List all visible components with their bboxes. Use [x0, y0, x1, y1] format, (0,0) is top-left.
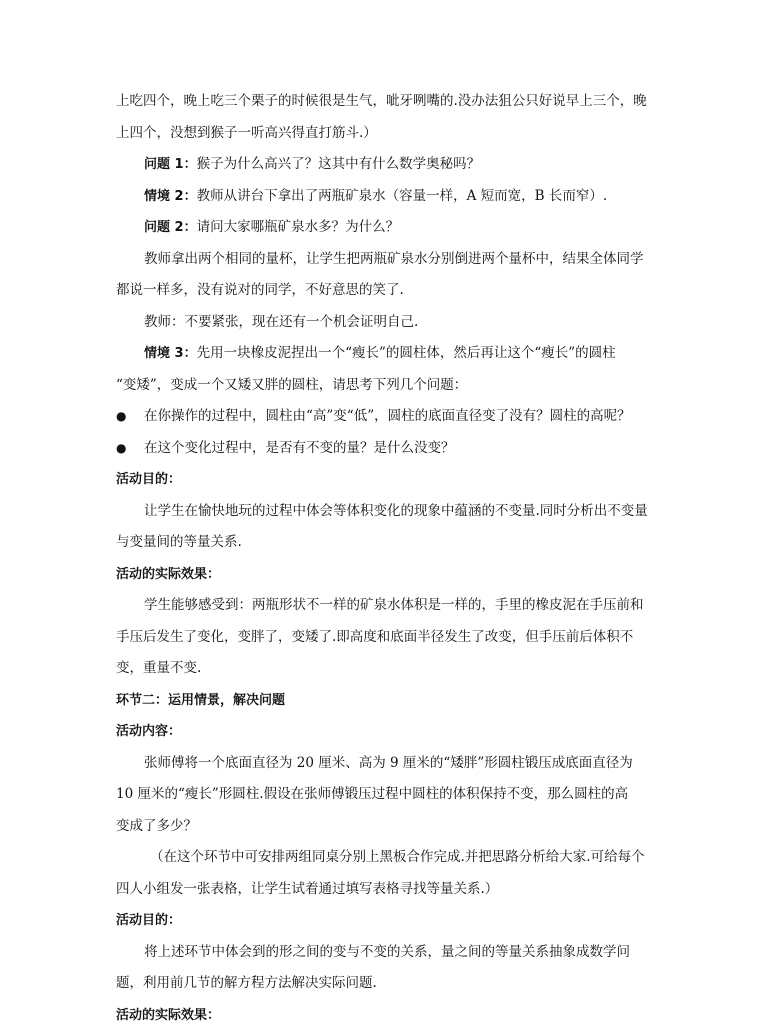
text-line: 变成了多少？: [116, 811, 658, 843]
text-line: 让学生在愉快地玩的过程中体会等体积变化的现象中蕴涵的不变量.同时分析出不变量: [116, 496, 658, 528]
text-line: 上四个，没想到猴子一听高兴得直打筋斗.）: [116, 118, 658, 150]
list-item-text: 在你操作的过程中，圆柱由“高”变“低”，圆柱的底面直径变了没有？圆柱的高呢？: [144, 401, 631, 433]
text-line: 上吃四个，晚上吃三个栗子的时候很是生气，呲牙咧嘴的.没办法狙公只好说早上三个，晚: [116, 86, 658, 118]
text-line: （在这个环节中可安排两组同桌分别上黑板合作完成.并把思路分析给大家.可给每个: [116, 842, 658, 874]
text-line: 四人小组发一张表格，让学生试着通过填写表格寻找等量关系.）: [116, 874, 658, 906]
list-item: [116, 401, 658, 433]
heading-activity-content: 活动内容：: [116, 716, 658, 748]
text-line: 与变量间的等量关系.: [116, 527, 658, 559]
text-line: 教师：不要紧张，现在还有一个机会证明自己.: [116, 307, 658, 339]
heading-section-2: 环节二：运用情景，解决问题: [116, 685, 658, 717]
text-line: “变矮”，变成一个又矮又胖的圆柱，请思考下列几个问题：: [116, 370, 658, 402]
list-item: [116, 433, 658, 465]
bullet-icon: ●: [116, 401, 144, 433]
question-1-label: 问题 1：: [144, 157, 197, 172]
text-line: 10 厘米的“瘦长”形圆柱.假设在张师傅锻压过程中圆柱的体积保持不变，那么圆柱的高: [116, 779, 658, 811]
scenario-2-label: 情境 2：: [144, 189, 197, 204]
scenario-3-text: 先用一块橡皮泥捏出一个“瘦长”的圆柱体，然后再让这个“瘦长”的圆柱: [197, 345, 616, 361]
text-line: 题，利用前几节的解方程方法解决实际问题.: [116, 968, 658, 1000]
question-2-label: 问题 2：: [144, 220, 197, 235]
scenario-2-text: 教师从讲台下拿出了两瓶矿泉水（容量一样，A 短而宽，B 长而窄）.: [197, 188, 608, 204]
scenario-2: [116, 181, 658, 213]
text-line: 都说一样多，没有说对的同学，不好意思的笑了.: [116, 275, 658, 307]
heading-actual-effect: 活动的实际效果：: [116, 559, 658, 591]
bullet-icon: ●: [116, 433, 144, 465]
text-line: 教师拿出两个相同的量杯，让学生把两瓶矿泉水分别倒进两个量杯中，结果全体同学: [116, 244, 658, 276]
heading-actual-effect: 活动的实际效果：: [116, 1000, 658, 1031]
scenario-3: [116, 338, 658, 370]
question-1: [116, 149, 658, 181]
text-line: 张师傅将一个底面直径为 20 厘米、高为 9 厘米的“矮胖”形圆柱锻压成底面直径为: [116, 748, 658, 780]
document-page: [116, 86, 658, 1031]
text-line: 学生能够感受到：两瓶形状不一样的矿泉水体积是一样的，手里的橡皮泥在手压前和: [116, 590, 658, 622]
question-2: [116, 212, 658, 244]
heading-activity-goal: 活动目的：: [116, 905, 658, 937]
scenario-3-label: 情境 3：: [144, 346, 197, 361]
text-line: 变，重量不变.: [116, 653, 658, 685]
question-2-text: 请问大家哪瓶矿泉水多？为什么？: [197, 219, 400, 235]
text-line: 手压后发生了变化，变胖了，变矮了.即高度和底面半径发生了改变，但手压前后体积不: [116, 622, 658, 654]
question-1-text: 猴子为什么高兴了？这其中有什么数学奥秘吗？: [197, 156, 481, 172]
text-line: 将上述环节中体会到的形之间的变与不变的关系，量之间的等量关系抽象成数学问: [116, 937, 658, 969]
heading-activity-goal: 活动目的：: [116, 464, 658, 496]
list-item-text: 在这个变化过程中，是否有不变的量？是什么没变？: [144, 433, 455, 465]
